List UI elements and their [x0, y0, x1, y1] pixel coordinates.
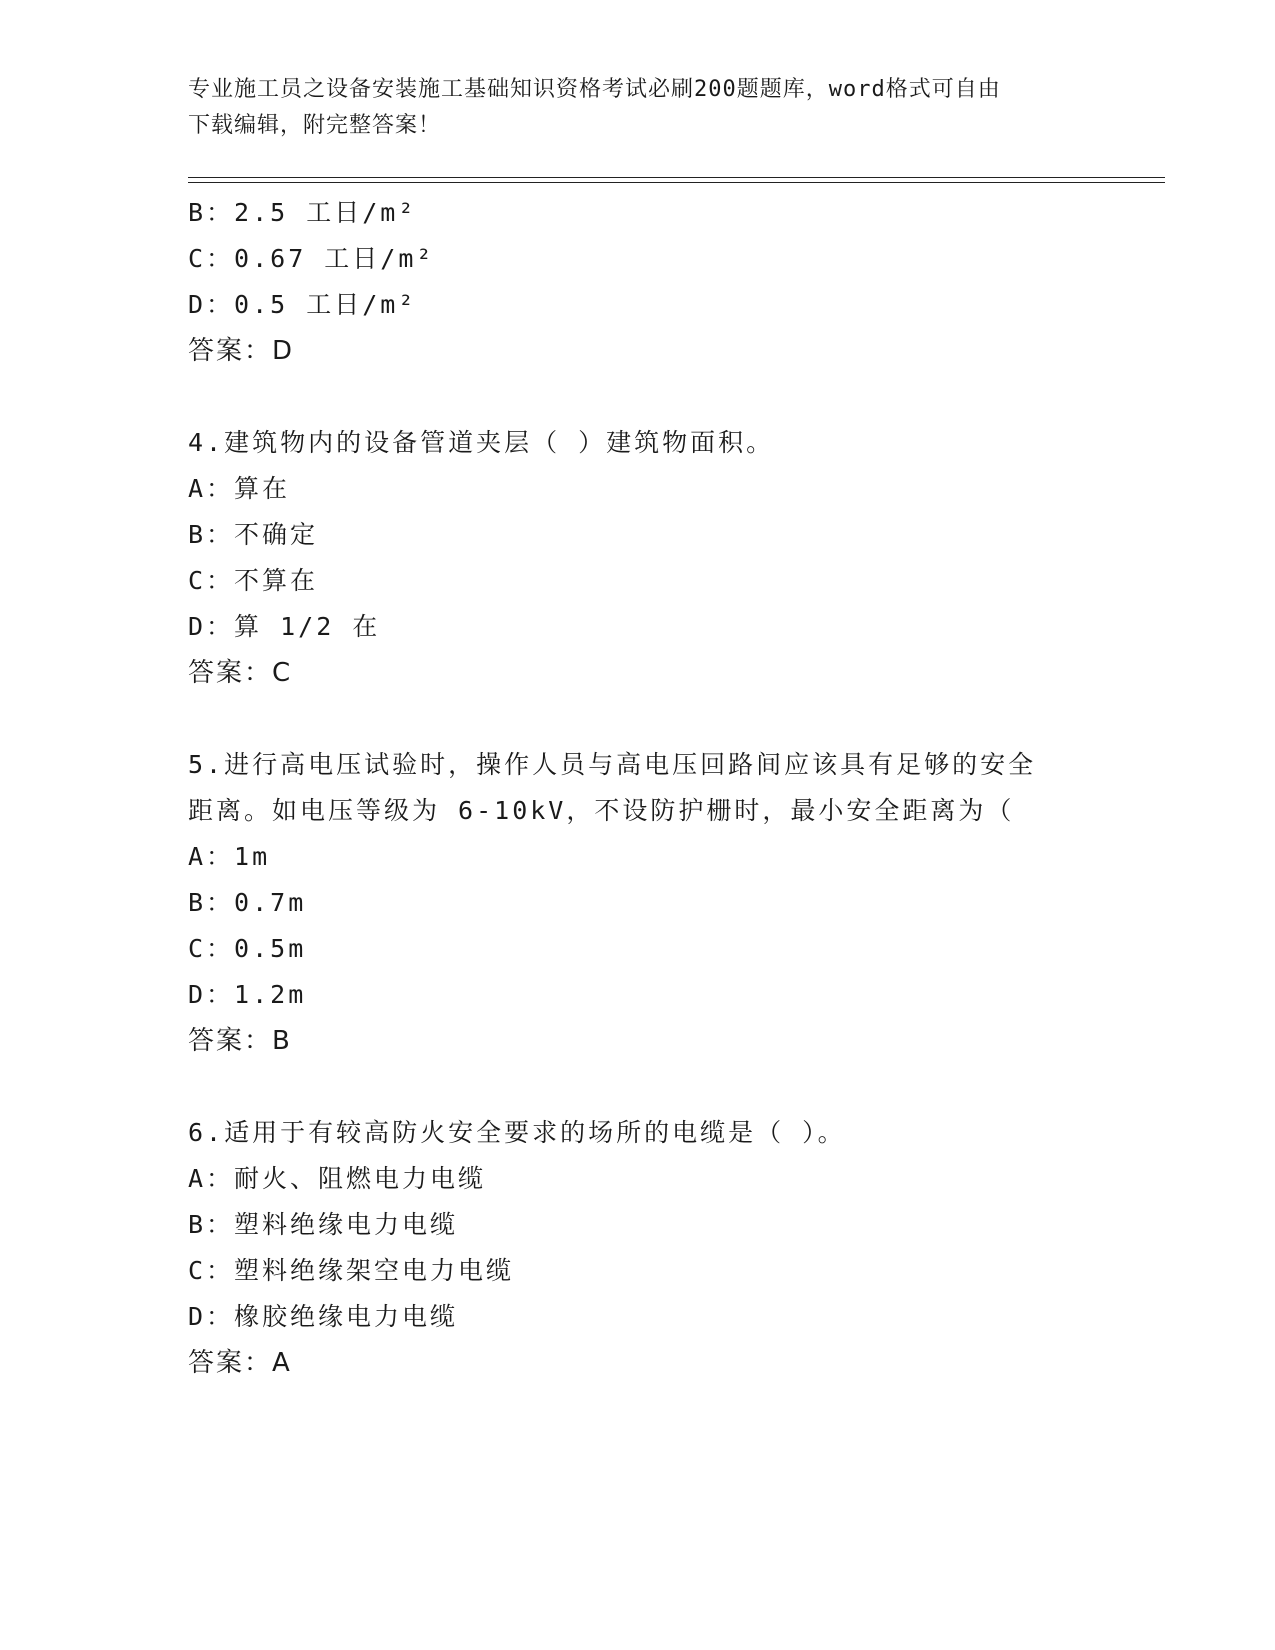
option-a: A：1m — [188, 842, 271, 871]
option-a: A：耐火、阻燃电力电缆 — [188, 1164, 487, 1193]
spacer — [188, 696, 1088, 742]
question-text-line-2: 距离。如电压等级为 6-10kV，不设防护栅时，最小安全距离为（ — [188, 796, 1015, 825]
header-title-line-1: 专业施工员之设备安装施工基础知识资格考试必刷200题题库，word格式可自由 — [188, 77, 1001, 102]
option-a: A：算在 — [188, 474, 291, 503]
question-text: 6.适用于有较高防火安全要求的场所的电缆是（ ）。 — [188, 1118, 846, 1147]
header-divider-bottom — [188, 182, 1165, 183]
option-d: D：算 1/2 在 — [188, 612, 381, 641]
document-header — [188, 72, 1088, 144]
option-d: D：1.2m — [188, 980, 307, 1009]
answer: 答案：D — [188, 336, 295, 366]
question-3-fragment — [188, 190, 1088, 374]
option-b: B：不确定 — [188, 520, 319, 549]
option-d: D：橡胶绝缘电力电缆 — [188, 1302, 459, 1331]
spacer — [188, 1064, 1088, 1110]
option-b: B：0.7m — [188, 888, 307, 917]
option-b: B：塑料绝缘电力电缆 — [188, 1210, 459, 1239]
question-list — [188, 190, 1088, 1386]
spacer — [188, 374, 1088, 420]
question-text-line-1: 5.进行高电压试验时，操作人员与高电压回路间应该具有足够的安全 — [188, 750, 1037, 779]
header-title-line-2: 下载编辑，附完整答案！ — [188, 113, 442, 138]
answer: 答案：A — [188, 1348, 292, 1378]
question-6 — [188, 1110, 1088, 1386]
option-c: C：不算在 — [188, 566, 319, 595]
option-d: D：0.5 工日/m² — [188, 290, 417, 319]
option-c: C：0.67 工日/m² — [188, 244, 435, 273]
option-c: C：0.5m — [188, 934, 307, 963]
question-text: 4.建筑物内的设备管道夹层（ ）建筑物面积。 — [188, 428, 775, 457]
header-divider-top — [188, 177, 1165, 178]
option-c: C：塑料绝缘架空电力电缆 — [188, 1256, 515, 1285]
option-b: B：2.5 工日/m² — [188, 198, 417, 227]
answer: 答案：C — [188, 658, 293, 688]
answer: 答案：B — [188, 1026, 292, 1056]
question-4 — [188, 420, 1088, 696]
question-5 — [188, 742, 1088, 1064]
